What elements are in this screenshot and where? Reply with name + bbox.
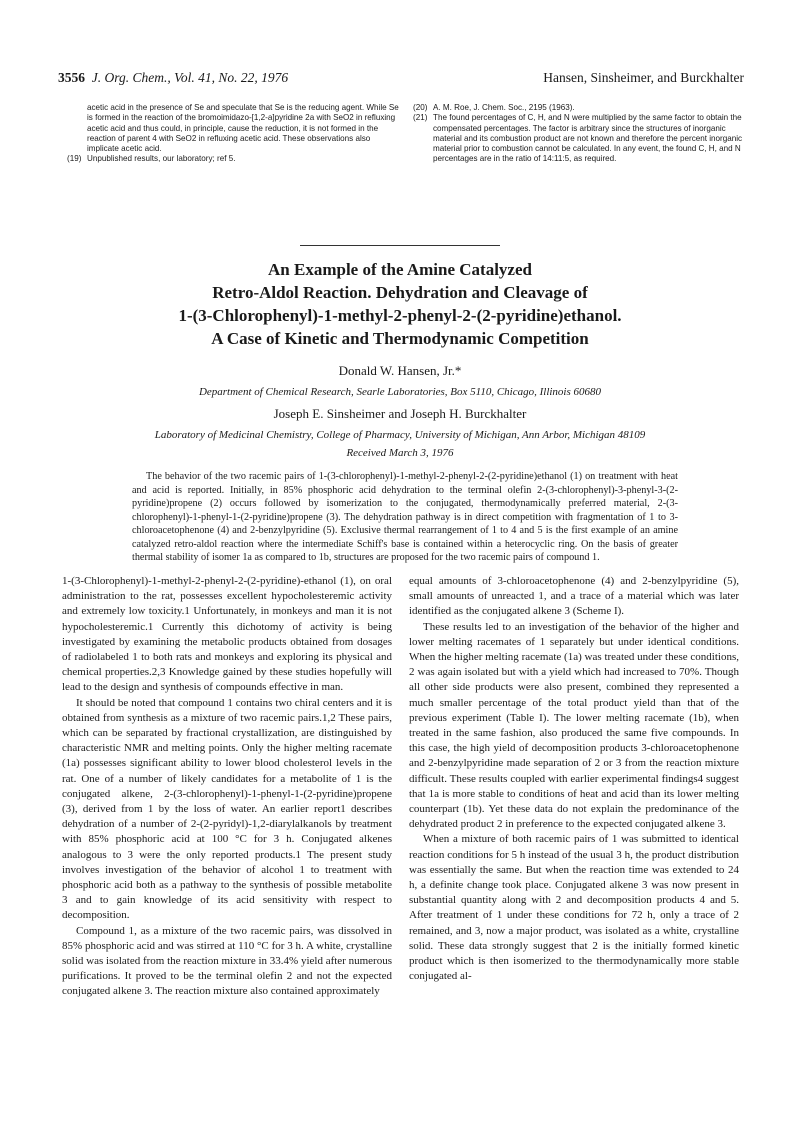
title-line: An Example of the Amine Catalyzed (268, 260, 532, 279)
footnote-number: (19) (67, 154, 82, 164)
body-column-left (62, 574, 392, 1000)
title-line: Retro-Aldol Reaction. Dehydration and Cleavage of (212, 283, 588, 302)
footnote-text: The found percentages of C, H, and N were multiplied by the same factor to obtain the compensated percentages. The factor is arbitrary since the structures of inorganic material and its combustion product are not known and therefore the percent inorganic material prior to combustion cannot be calculated. In any event, the found C, H, and N percentages are in the ratio of 14:11:5, as required. (433, 113, 743, 164)
body-paragraph: When a mixture of both racemic pairs of 1 was submitted to identical reaction conditions for 5 h instead of the usual 3 h, the product distribution was essentially the same. But when the reaction time was extended to 24 h, a definite change took place. Conjugated alkene 3 was now present in substantial quantity along with 2 and decomposition products 4 and 5. After treatment of 1 under these conditions for 72 h, only a trace of 2 remained, and 3, now a major product, was isolated as a white, crystalline solid. These data strongly suggest that 2 is the initially formed kinetic product which is then isomerized to the thermodynamically more stable conjugated al- (409, 833, 739, 983)
received-date: Received March 3, 1976 (346, 447, 454, 459)
section-divider (300, 245, 500, 246)
affiliation-primary: Department of Chemical Research, Searle Laboratories, Box 5110, Chicago, Illinois 60680 (198, 386, 602, 398)
article-title (80, 258, 720, 350)
abstract-text: The behavior of the two racemic pairs of 1-(3-chlorophenyl)-1-methyl-2-phenyl-2-(2-pyridine)ethanol (1) on treatment with heat and acid is reported. Initially, in 85% phosphoric acid dehydration to the terminal olefin 2-(3-chlorophenyl)-3-phenyl-3-(2-pyridine)propene (2) occurs followed by isomerization to the conjugated, thermodynamically preferred material, 2-(3-chlorophenyl)-1-phenyl-1-(2-pyridine)propene (3). The dehydration pathway is in direct competition with fragmentation of 1 to 3-chloroacetophenone (4) and 2-benzylpyridine (5). Exclusive thermal rearrangement of 1 to 4 and 5 is the first example of an amine catalyzed retro-aldol reaction where the intermediate Schiff's base is contained within a heterocyclic ring. On the basis of greater thermal stability of isomer 1a as compared to 1b, structures are proposed for the two racemic pairs of compound 1. (132, 471, 678, 563)
header-authors: Hansen, Sinsheimer, and Burckhalter (543, 70, 744, 85)
author-primary: Donald W. Hansen, Jr.* (338, 363, 462, 378)
footnote-text: Unpublished results, our laboratory; ref 5. (87, 154, 236, 164)
author-secondary: Joseph E. Sinsheimer and Joseph H. Burckhalter (273, 406, 527, 421)
body-column-right (409, 574, 739, 984)
journal-citation: J. Org. Chem., Vol. 41, No. 22, 1976 (91, 70, 289, 85)
footnote-continued: acetic acid in the presence of Se and speculate that Se is the reducing agent. While Se is formed in the reaction of the bromoimidazo-[1,2-a]pyridine 2a with SeO2 in refluxing acetic acid and thus could, in principle, cause the reduction, it is not formed in the reaction of parent 4 with SeO2 in refluxing acetic acid. These observations also implicate acetic acid. (87, 103, 399, 154)
footnotes-left (67, 103, 402, 165)
affiliation-secondary: Laboratory of Medicinal Chemistry, College of Pharmacy, University of Michigan, Ann Arbor, Michigan 48109 (154, 429, 646, 441)
footnote-20 (413, 103, 743, 113)
body-paragraph: equal amounts of 3-chloroacetophenone (4) and 2-benzylpyridine (5), small amounts of unreacted 1, and a trace of a material which was later identified as the conjugated alkene 3 (Scheme I). (409, 575, 739, 618)
title-line: 1-(3-Chlorophenyl)-1-methyl-2-phenyl-2-(2-pyridine)ethanol. (178, 306, 622, 325)
body-paragraph: These results led to an investigation of the behavior of the higher and lower melting racemates of 1 separately but under identical conditions. When the higher melting racemate (1a) was treated under these conditions, 2 was again isolated but with a yield which had increased to 70%. Though all other side products were also present, combined they represented a much smaller percentage of the total product yield than that of the previous experiment (Table I). The lower melting racemate (1b), when treated in the same fashion, also produced the same five compounds. In this case, the high yield of decomposition products 3-chloroacetophenone and 2-benzylpyridine made separation of 2 or 3 from the reaction mixture difficult. These results coupled with earlier experimental findings4 suggest that 1a is more stable to conditions of heat and acid than its lower melting counterpart (1b). Yet these data do not explain the predominance of the dehydrated product 2 in preference to the expected conjugated alkene 3. (409, 620, 739, 831)
footnote-number: (20) (413, 103, 428, 112)
body-paragraph: Compound 1, as a mixture of the two racemic pairs, was dissolved in 85% phosphoric acid and was stirred at 110 °C for 3 h. A white, crystalline solid was isolated from the reaction mixture in 33.4% yield after numerous purifications. It proved to be the terminal olefin 2 and not the expected conjugated alkene 3. The reaction mixture also contained approximately (62, 924, 392, 998)
page-number: 3556 (58, 70, 85, 85)
body-paragraph: 1-(3-Chlorophenyl)-1-methyl-2-phenyl-2-(2-pyridine)-ethanol (1), on oral administration to the rat, possesses excellent hypocholesteremic activity and extremely low toxicity.1 Unfortunately, in monkeys and man it is not hypocholesteremic.1 Currently this dichotomy of activity is being investigated by examining the metabolic products obtained from dosages of radiolabeled 1 to both rats and monkeys and exploring its physical and chemical properties.2,3 Knowledge gained by these studies hopefully will lead to the design and synthesis of compounds effective in man. (62, 575, 392, 694)
footnote-text: A. M. Roe, J. Chem. Soc., 2195 (1963). (433, 103, 575, 112)
footnotes-right (413, 103, 743, 165)
body-paragraph: It should be noted that compound 1 contains two chiral centers and it is obtained from synthesis as a mixture of two racemic pairs.1,2 These pairs, which can be separated by fractional crystallization, are distinguished by characteristic NMR and melting points. Only the higher melting racemate (1a) possesses significant ability to lower blood cholesterol levels in the rat. One of a number of likely candidates for a metabolite of 1 is the conjugated alkene, 2-(3-chlorophenyl)-1-phenyl-1-(2-pyridine)propene (3), derived from 1 by the loss of water. An earlier report1 describes dehydration of a number of 2-(2-pyridyl)-1,2-diarylalkanols by treatment with 85% phosphoric acid at 100 °C for 3 h. Conjugated alkenes analogous to 3 were the only reported products.1 The present study involves investigation of the behavior of alcohol 1 to treatment with phosphoric acid both as a pathway to the synthesis of possible metabolite 3 and to gain knowledge of its acid sensitivity with respect to decomposition. (62, 696, 392, 922)
running-header (58, 70, 744, 90)
title-line: A Case of Kinetic and Thermodynamic Competition (211, 329, 589, 348)
footnote-number: (21) (413, 113, 428, 123)
header-left (58, 70, 288, 86)
footnote-19 (67, 154, 402, 164)
abstract (132, 470, 678, 565)
footnote-21 (413, 113, 743, 164)
